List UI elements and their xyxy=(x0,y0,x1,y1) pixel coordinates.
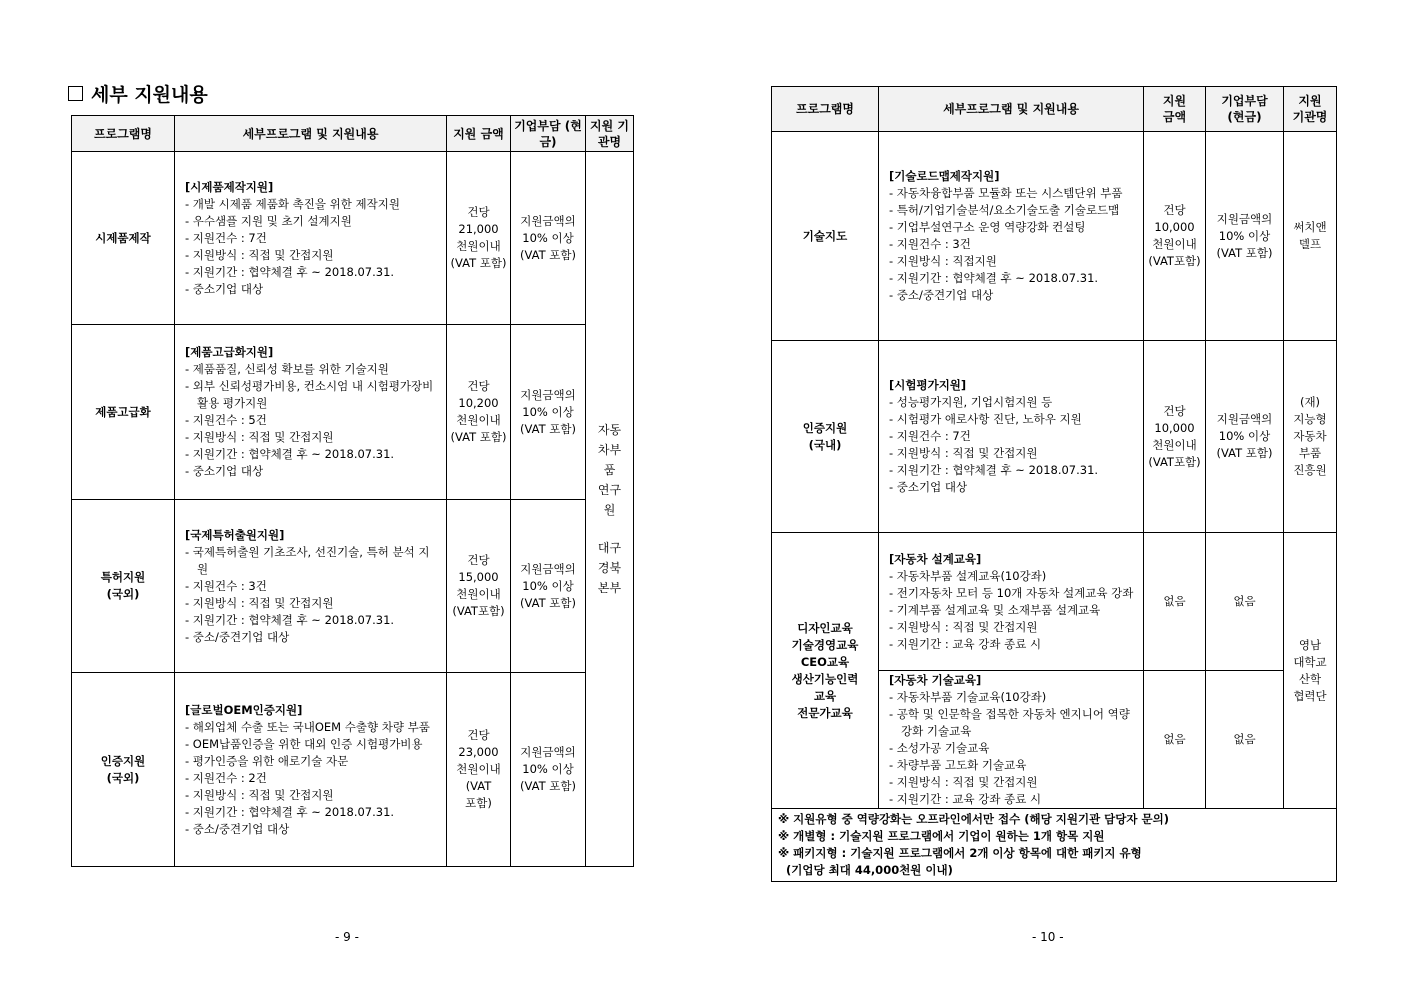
program-name: 특허지원 (국외) xyxy=(72,500,175,673)
program-name: 인증지원 (국내) xyxy=(772,341,879,533)
header-burden: 기업부담 (현금) xyxy=(511,116,586,152)
detail-item: - 지원기간 : 협약체결 후 ~ 2018.07.31. xyxy=(889,463,1099,477)
company-burden: 지원금액의 10% 이상 (VAT 포함) xyxy=(511,325,586,500)
detail-item: - 자동차융합부품 모듈화 또는 시스템단위 부품 xyxy=(889,186,1123,200)
detail-item: - OEM납품인증을 위한 대외 인증 시험평가비용 xyxy=(185,736,423,751)
support-amount: 건당 15,000 천원이내 (VAT포함) xyxy=(447,500,511,673)
program-detail xyxy=(879,671,1144,809)
detail-item: - 지원방식 : 직접 및 간접지원 xyxy=(185,787,334,802)
detail-item: - 중소/중견기업 대상 xyxy=(185,629,290,644)
company-burden: 없음 xyxy=(1206,671,1284,809)
header-detail: 세부프로그램 및 지원내용 xyxy=(175,116,447,152)
program-detail xyxy=(175,325,447,500)
detail-item: - 지원건수 : 7건 xyxy=(185,230,267,245)
program-detail xyxy=(879,132,1144,341)
detail-item: - 자동차부품 기술교육(10강좌) xyxy=(889,689,1047,704)
table-row xyxy=(772,341,1337,533)
company-burden: 지원금액의 10% 이상 (VAT 포함) xyxy=(511,500,586,673)
detail-item: - 지원방식 : 직접지원 xyxy=(889,254,997,268)
support-table-right xyxy=(771,86,1337,882)
checkbox-icon xyxy=(68,86,83,101)
notes xyxy=(772,809,1337,882)
program-detail xyxy=(879,341,1144,533)
header-detail: 세부프로그램 및 지원내용 xyxy=(879,87,1144,132)
detail-title: [기술로드맵제작지원] xyxy=(889,169,1000,183)
program-name: 인증지원 (국외) xyxy=(72,673,175,867)
detail-item: - 지원건수 : 7건 xyxy=(889,429,971,443)
detail-item: - 우수샘플 지원 및 초기 설계지원 xyxy=(185,213,352,228)
detail-item: - 지원기간 : 협약체결 후 ~ 2018.07.31. xyxy=(185,612,395,627)
header-program: 프로그램명 xyxy=(72,116,175,152)
program-detail xyxy=(175,673,447,867)
detail-item: - 자동차부품 설계교육(10강좌) xyxy=(889,568,1047,583)
detail-item: - 차량부품 고도화 기술교육 xyxy=(889,757,1027,772)
detail-item: - 중소기업 대상 xyxy=(185,464,264,478)
program-detail xyxy=(879,533,1144,671)
table-row xyxy=(72,673,634,867)
detail-item: - 지원방식 : 직접 및 간접지원 xyxy=(889,774,1038,789)
section-title xyxy=(68,80,208,107)
detail-item: - 기계부품 설계교육 및 소재부품 설계교육 xyxy=(889,602,1101,617)
detail-item: - 전기자동차 모터 등 10개 자동차 설계교육 강좌 xyxy=(889,585,1134,600)
detail-item: - 중소기업 대상 xyxy=(185,281,264,296)
company-burden: 지원금액의 10% 이상 (VAT 포함) xyxy=(1206,341,1284,533)
detail-item: - 개발 시제품 제품화 촉진을 위한 제작지원 xyxy=(185,196,400,211)
table-row xyxy=(772,132,1337,341)
table-row xyxy=(772,533,1337,671)
detail-title: [시제품제작지원] xyxy=(185,179,274,194)
program-name: 기술지도 xyxy=(772,132,879,341)
support-amount: 건당 23,000 천원이내 (VAT 포함) xyxy=(447,673,511,867)
company-burden: 없음 xyxy=(1206,533,1284,671)
detail-item: - 중소/중견기업 대상 xyxy=(889,288,994,302)
detail-item: - 소성가공 기술교육 xyxy=(889,740,990,755)
detail-item: - 지원방식 : 직접 및 간접지원 xyxy=(185,430,334,444)
section-title-text: 세부 지원내용 xyxy=(91,84,208,106)
note-line: ※ 패키지형 : 기술지원 프로그램에서 2개 이상 항목에 대한 패키지 유형 xyxy=(778,846,1142,860)
support-amount: 건당 21,000 천원이내 (VAT 포함) xyxy=(447,152,511,325)
support-amount: 없음 xyxy=(1144,671,1206,809)
note-line: ※ 지원유형 중 역량강화는 오프라인에서만 접수 (해당 지원기관 담당자 문의) xyxy=(778,812,1169,826)
header-org: 지원 기관명 xyxy=(586,116,634,152)
program-name: 디자인교육 기술경영교육 CEO교육 생산기능인력 교육 전문가교육 xyxy=(772,533,879,809)
detail-item: - 지원건수 : 2건 xyxy=(185,770,267,785)
company-burden: 지원금액의 10% 이상 (VAT 포함) xyxy=(511,673,586,867)
detail-item: - 지원기간 : 협약체결 후 ~ 2018.07.31. xyxy=(185,264,395,279)
header-amount: 지원 금액 xyxy=(447,116,511,152)
detail-item: - 공학 및 인문학을 접목한 자동차 엔지니어 역량 강화 기술교육 xyxy=(889,706,1130,738)
support-table-left xyxy=(71,115,634,867)
program-detail xyxy=(175,500,447,673)
support-amount: 없음 xyxy=(1144,533,1206,671)
support-amount: 건당 10,000 천원이내 (VAT포함) xyxy=(1144,132,1206,341)
detail-item: - 평가인증을 위한 애로기술 자문 xyxy=(185,753,349,768)
detail-item: - 지원방식 : 직접 및 간접지원 xyxy=(185,247,334,262)
program-name: 시제품제작 xyxy=(72,152,175,325)
detail-title: [자동차 기술교육] xyxy=(889,672,982,687)
company-burden: 지원금액의 10% 이상 (VAT 포함) xyxy=(1206,132,1284,341)
detail-item: - 지원방식 : 직접 및 간접지원 xyxy=(185,595,334,610)
page-number: - 9 - xyxy=(335,930,359,944)
detail-item: - 기업부설연구소 운영 역량강화 컨설팅 xyxy=(889,220,1086,234)
detail-item: - 중소기업 대상 xyxy=(889,480,968,494)
detail-item: - 지원기간 : 협약체결 후 ~ 2018.07.31. xyxy=(185,804,395,819)
detail-item: - 외부 신뢰성평가비용, 컨소시엄 내 시험평가장비 활용 평가지원 xyxy=(185,379,434,410)
detail-title: [제품고급화지원] xyxy=(185,345,274,359)
support-org: 영남 대학교 산학 협력단 xyxy=(1284,533,1337,809)
detail-item: - 지원기간 : 협약체결 후 ~ 2018.07.31. xyxy=(185,447,395,461)
detail-title: [글로벌OEM인증지원] xyxy=(185,702,303,717)
support-org: 자동 차부 품 연구 원 대구 경북 본부 xyxy=(586,152,634,867)
detail-item: - 지원방식 : 직접 및 간접지원 xyxy=(889,446,1038,460)
detail-item: - 지원기간 : 교육 강좌 종료 시 xyxy=(889,791,1042,806)
detail-item: - 국제특허출원 기초조사, 선진기술, 특허 분석 지원 xyxy=(185,544,430,576)
detail-item: - 해외업체 수출 또는 국내OEM 수출향 차량 부품 xyxy=(185,719,430,734)
header-burden: 기업부담 (현금) xyxy=(1206,87,1284,132)
table-header-row xyxy=(772,87,1337,132)
detail-item: - 중소/중견기업 대상 xyxy=(185,821,290,836)
table-row xyxy=(72,152,634,325)
detail-title: [시험평가지원] xyxy=(889,378,967,392)
page-number: - 10 - xyxy=(1032,930,1064,944)
program-detail xyxy=(175,152,447,325)
program-name: 제품고급화 xyxy=(72,325,175,500)
notes-row xyxy=(772,809,1337,882)
detail-item: - 특허/기업기술분석/요소기술도출 기술로드맵 xyxy=(889,203,1120,217)
detail-item: - 지원방식 : 직접 및 간접지원 xyxy=(889,619,1038,634)
header-amount: 지원 금액 xyxy=(1144,87,1206,132)
right-page xyxy=(702,0,1403,992)
note-line: (기업당 최대 44,000천원 이내) xyxy=(778,863,953,877)
detail-item: - 지원건수 : 3건 xyxy=(889,237,971,251)
detail-item: - 시험평가 애로사항 진단, 노하우 지원 xyxy=(889,412,1082,426)
support-org: (재) 지능형 자동차 부품 진흥원 xyxy=(1284,341,1337,533)
detail-item: - 지원건수 : 3건 xyxy=(185,578,267,593)
support-amount: 건당 10,000 천원이내 (VAT포함) xyxy=(1144,341,1206,533)
header-org: 지원 기관명 xyxy=(1284,87,1337,132)
detail-title: [자동차 설계교육] xyxy=(889,551,982,566)
table-row xyxy=(72,325,634,500)
header-program: 프로그램명 xyxy=(772,87,879,132)
detail-item: - 지원기간 : 교육 강좌 종료 시 xyxy=(889,636,1042,651)
table-header-row xyxy=(72,116,634,152)
detail-item: - 지원건수 : 5건 xyxy=(185,413,267,427)
support-org: 써치앤 델프 xyxy=(1284,132,1337,341)
company-burden: 지원금액의 10% 이상 (VAT 포함) xyxy=(511,152,586,325)
detail-item: - 제품품질, 신뢰성 확보를 위한 기술지원 xyxy=(185,362,389,376)
support-amount: 건당 10,200 천원이내 (VAT 포함) xyxy=(447,325,511,500)
detail-item: - 성능평가지원, 기업시험지원 등 xyxy=(889,395,1053,409)
detail-item: - 지원기간 : 협약체결 후 ~ 2018.07.31. xyxy=(889,271,1099,285)
table-row xyxy=(72,500,634,673)
note-line: ※ 개별형 : 기술지원 프로그램에서 기업이 원하는 1개 항목 지원 xyxy=(778,829,1105,843)
detail-title: [국제특허출원지원] xyxy=(185,527,285,542)
